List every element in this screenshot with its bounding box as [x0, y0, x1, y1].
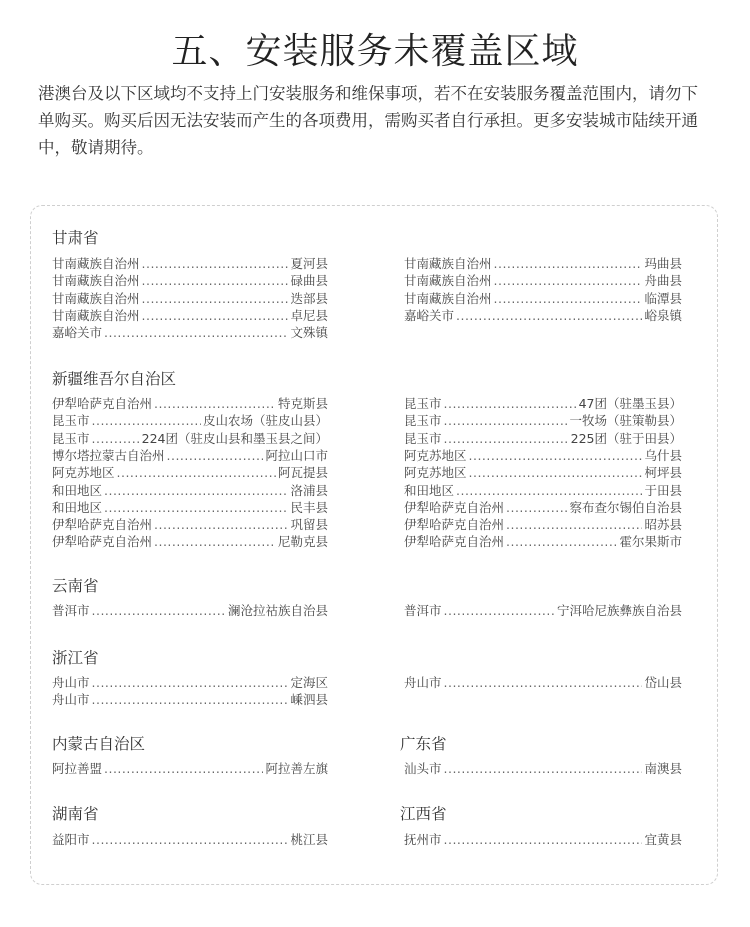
county-name: 于田县 — [644, 482, 682, 498]
area-entry — [52, 517, 328, 533]
area-entry — [52, 692, 328, 708]
county-name: 卓尼县 — [290, 307, 328, 323]
dot-leader — [456, 483, 642, 499]
area-entry — [404, 256, 682, 272]
city-name: 普洱市 — [404, 603, 442, 618]
city-name: 伊犁哈萨克自治州 — [52, 396, 153, 411]
dot-leader — [104, 483, 288, 499]
county-name: 玛曲县 — [644, 256, 682, 271]
county-name: 特克斯县 — [277, 396, 328, 411]
city-name: 舟山市 — [52, 692, 90, 708]
city-name: 伊犁哈萨克自治州 — [404, 499, 505, 515]
county-name: 碌曲县 — [290, 273, 328, 289]
city-name: 阿拉善盟 — [52, 761, 103, 776]
county-name: 南澳县 — [644, 761, 682, 776]
area-entry — [404, 396, 682, 412]
dot-leader — [444, 832, 643, 848]
county-name: 洛浦县 — [290, 482, 328, 498]
county-name: 阿瓦提县 — [277, 465, 328, 481]
dot-leader — [92, 675, 289, 691]
dot-leader — [444, 413, 568, 429]
county-name: 峪泉镇 — [644, 307, 682, 323]
area-entry — [52, 396, 328, 412]
area-entry — [404, 500, 682, 516]
city-name: 甘南藏族自治州 — [52, 256, 140, 271]
county-name: 225团（驻于田县） — [570, 430, 682, 446]
area-entry — [404, 675, 682, 691]
area-entry — [404, 448, 682, 464]
dot-leader — [494, 256, 643, 272]
county-name: 47团（驻墨玉县） — [578, 396, 682, 411]
county-name: 霍尔果斯市 — [619, 534, 682, 550]
area-entry — [52, 675, 328, 691]
county-name: 宜黄县 — [644, 832, 682, 847]
county-name: 尼勒克县 — [277, 534, 328, 550]
dot-leader — [92, 692, 289, 708]
area-entry — [404, 431, 682, 447]
dot-leader — [92, 832, 289, 848]
city-name: 嘉峪关市 — [404, 307, 455, 323]
city-name: 甘南藏族自治州 — [404, 273, 492, 289]
area-entry — [52, 832, 328, 848]
area-entry — [52, 413, 328, 429]
city-name: 舟山市 — [404, 675, 442, 690]
city-name: 昆玉市 — [52, 430, 90, 446]
area-entry — [404, 465, 682, 481]
city-name: 汕头市 — [404, 761, 442, 776]
region-title-zhejiang: 浙江省 — [52, 649, 99, 667]
city-name: 伊犁哈萨克自治州 — [404, 534, 505, 550]
area-entry — [52, 500, 328, 516]
city-name: 昆玉市 — [404, 413, 442, 429]
region-title-hunan: 湖南省 — [52, 805, 99, 823]
city-name: 抚州市 — [404, 832, 442, 847]
county-name: 阿拉善左旗 — [265, 761, 328, 776]
county-name: 澜沧拉祜族自治县 — [227, 603, 328, 618]
area-entry — [52, 256, 328, 272]
city-name: 甘南藏族自治州 — [52, 307, 140, 323]
dot-leader — [142, 308, 289, 324]
area-entry — [404, 273, 682, 289]
city-name: 甘南藏族自治州 — [404, 290, 492, 306]
city-name: 甘南藏族自治州 — [404, 256, 492, 271]
city-name: 舟山市 — [52, 675, 90, 690]
dot-leader — [142, 273, 289, 289]
city-name: 嘉峪关市 — [52, 325, 103, 341]
area-entry — [404, 413, 682, 429]
city-name: 昆玉市 — [404, 430, 442, 446]
city-name: 阿克苏地区 — [52, 465, 115, 481]
area-entry — [404, 603, 682, 619]
dot-leader — [469, 448, 643, 464]
county-name: 皮山农场（驻皮山县） — [202, 413, 328, 429]
dot-leader — [92, 413, 201, 429]
county-name: 柯坪县 — [644, 465, 682, 481]
dot-leader — [469, 465, 643, 481]
dot-leader — [444, 675, 643, 691]
county-name: 迭部县 — [290, 290, 328, 306]
dot-leader — [92, 603, 226, 619]
area-entry — [52, 534, 328, 550]
region-title-guangdong: 广东省 — [400, 735, 447, 753]
city-name: 甘南藏族自治州 — [52, 273, 140, 289]
dot-leader — [167, 448, 264, 464]
dot-leader — [506, 500, 567, 516]
region-title-yunnan: 云南省 — [52, 577, 99, 595]
dot-leader — [456, 308, 642, 324]
county-name: 阿拉山口市 — [265, 447, 328, 463]
city-name: 伊犁哈萨克自治州 — [404, 517, 505, 533]
area-entry — [52, 273, 328, 289]
county-name: 宁洱哈尼族彝族自治县 — [556, 603, 682, 618]
dot-leader — [154, 517, 288, 533]
county-name: 察布查尔锡伯自治县 — [569, 499, 682, 515]
area-entry — [52, 325, 328, 341]
intro-paragraph: 港澳台及以下区域均不支持上门安装服务和维保事项，若不在安装服务覆盖范围内，请勿下单购买。购买后因无法安装而产生的各项费用，需购买者自行承担。更多安装城市陆续开通中，敬请期待。 — [38, 84, 698, 157]
city-name: 昆玉市 — [52, 413, 90, 429]
area-entry — [404, 308, 682, 324]
city-name: 阿克苏地区 — [404, 447, 467, 463]
county-name: 巩留县 — [290, 517, 328, 533]
county-name: 乌什县 — [644, 447, 682, 463]
county-name: 一牧场（驻策勒县） — [569, 413, 682, 429]
dot-leader — [104, 761, 263, 777]
area-entry — [404, 483, 682, 499]
county-name: 夏河县 — [290, 256, 328, 271]
city-name: 和田地区 — [52, 499, 103, 515]
region-title-jiangxi: 江西省 — [400, 805, 447, 823]
county-name: 224团（驻皮山县和墨玉县之间） — [141, 430, 328, 446]
dot-leader — [506, 534, 617, 550]
page-title: 五、安装服务未覆盖区域 — [171, 31, 579, 72]
area-entry — [404, 534, 682, 550]
county-name: 临潭县 — [644, 290, 682, 306]
area-entry — [404, 761, 682, 777]
dot-leader — [142, 291, 289, 307]
county-name: 舟曲县 — [644, 273, 682, 289]
city-name: 益阳市 — [52, 832, 90, 847]
county-name: 定海区 — [290, 675, 328, 690]
area-entry — [52, 291, 328, 307]
county-name: 桃江县 — [290, 832, 328, 847]
city-name: 甘南藏族自治州 — [52, 290, 140, 306]
dot-leader — [104, 325, 288, 341]
dot-leader — [154, 396, 276, 412]
county-name: 民丰县 — [290, 499, 328, 515]
area-entry — [52, 308, 328, 324]
city-name: 和田地区 — [52, 482, 103, 498]
area-entry — [52, 761, 328, 777]
dot-leader — [92, 431, 140, 447]
city-name: 伊犁哈萨克自治州 — [52, 517, 153, 533]
county-name: 昭苏县 — [644, 517, 682, 533]
dot-leader — [444, 603, 555, 619]
city-name: 阿克苏地区 — [404, 465, 467, 481]
city-name: 昆玉市 — [404, 396, 442, 411]
dot-leader — [154, 534, 276, 550]
area-entry — [52, 603, 328, 619]
dot-leader — [494, 273, 643, 289]
city-name: 和田地区 — [404, 482, 455, 498]
dot-leader — [444, 761, 643, 777]
dot-leader — [506, 517, 642, 533]
county-name: 岱山县 — [644, 675, 682, 690]
region-title-neimenggu: 内蒙古自治区 — [52, 735, 146, 753]
city-name: 博尔塔拉蒙古自治州 — [52, 447, 165, 463]
area-entry — [404, 832, 682, 848]
region-title-xinjiang: 新疆维吾尔自治区 — [52, 370, 177, 388]
dot-leader — [444, 431, 569, 447]
city-name: 普洱市 — [52, 603, 90, 618]
dot-leader — [117, 465, 276, 481]
area-entry — [52, 431, 328, 447]
area-entry — [52, 483, 328, 499]
county-name: 文殊镇 — [290, 325, 328, 341]
dot-leader — [104, 500, 288, 516]
area-entry — [404, 291, 682, 307]
region-title-gansu: 甘肃省 — [52, 229, 99, 247]
dot-leader — [444, 396, 577, 412]
county-name: 嵊泗县 — [290, 692, 328, 708]
dot-leader — [142, 256, 289, 272]
city-name: 伊犁哈萨克自治州 — [52, 534, 153, 550]
area-entry — [52, 465, 328, 481]
area-entry — [404, 517, 682, 533]
area-entry — [52, 448, 328, 464]
dot-leader — [494, 291, 643, 307]
